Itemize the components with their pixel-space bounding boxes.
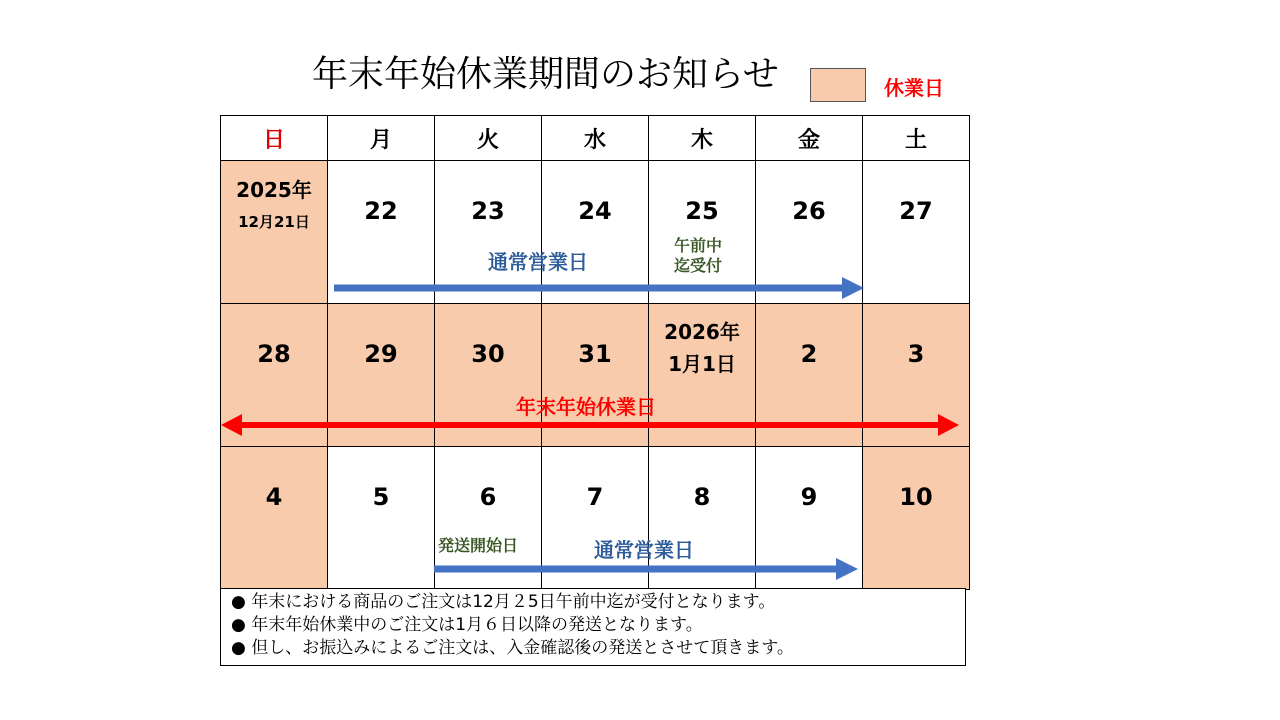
day-number: 22 bbox=[364, 197, 398, 225]
day-number: 10 bbox=[899, 483, 933, 511]
day-number: 27 bbox=[899, 197, 933, 225]
weekday-thu: 木 bbox=[649, 116, 756, 161]
day-number: 30 bbox=[471, 340, 505, 368]
note-line-1: ● 年末における商品のご注文は12月２5日午前中迄が受付となります。 bbox=[231, 592, 776, 612]
notes-box bbox=[220, 588, 966, 666]
legend-label: 休業日 bbox=[884, 76, 944, 100]
day-number: 2 bbox=[800, 340, 818, 368]
note-line-3: ● 但し、お振込みによるご注文は、入金確認後の発送とさせて頂きます。 bbox=[231, 638, 794, 658]
page-title: 年末年始休業期間のお知らせ bbox=[312, 54, 779, 95]
day-date: 12月21日 bbox=[238, 213, 310, 231]
note-line-2: ● 年末年始休業中のご注文は1月６日以降の発送となります。 bbox=[231, 615, 703, 635]
day-year: 2026年 bbox=[664, 320, 740, 344]
day-number: 4 bbox=[265, 483, 283, 511]
weekday-mon: 月 bbox=[328, 116, 435, 161]
morning-cutoff-line-2: 迄受付 bbox=[673, 256, 722, 275]
morning-cutoff-line-1: 午前中 bbox=[673, 236, 722, 255]
weekday-sun: 日 bbox=[221, 116, 328, 161]
weekday-fri: 金 bbox=[756, 116, 863, 161]
day-number: 26 bbox=[792, 197, 826, 225]
day-number: 8 bbox=[693, 483, 711, 511]
day-number: 29 bbox=[364, 340, 398, 368]
day-number: 24 bbox=[578, 197, 612, 225]
shipping-start-label: 発送開始日 bbox=[438, 536, 519, 555]
day-number: 9 bbox=[800, 483, 818, 511]
day-number: 6 bbox=[479, 483, 497, 511]
holiday-period-label: 年末年始休業日 bbox=[516, 395, 656, 419]
day-number: 7 bbox=[586, 483, 604, 511]
day-date: 1月1日 bbox=[668, 352, 736, 376]
weekday-wed: 水 bbox=[542, 116, 649, 161]
day-number: 5 bbox=[372, 483, 390, 511]
day-number: 23 bbox=[471, 197, 505, 225]
business-days-label-1: 通常営業日 bbox=[488, 250, 588, 274]
day-number: 31 bbox=[578, 340, 612, 368]
business-days-label-2: 通常営業日 bbox=[594, 538, 694, 562]
weekday-tue: 火 bbox=[435, 116, 542, 161]
business-days-arrow-1 bbox=[334, 277, 864, 299]
day-year: 2025年 bbox=[236, 178, 312, 202]
day-number: 28 bbox=[257, 340, 291, 368]
day-number: 3 bbox=[907, 340, 925, 368]
morning-cutoff-label bbox=[668, 236, 728, 276]
weekday-sat: 土 bbox=[863, 116, 970, 161]
day-number: 25 bbox=[685, 197, 719, 225]
